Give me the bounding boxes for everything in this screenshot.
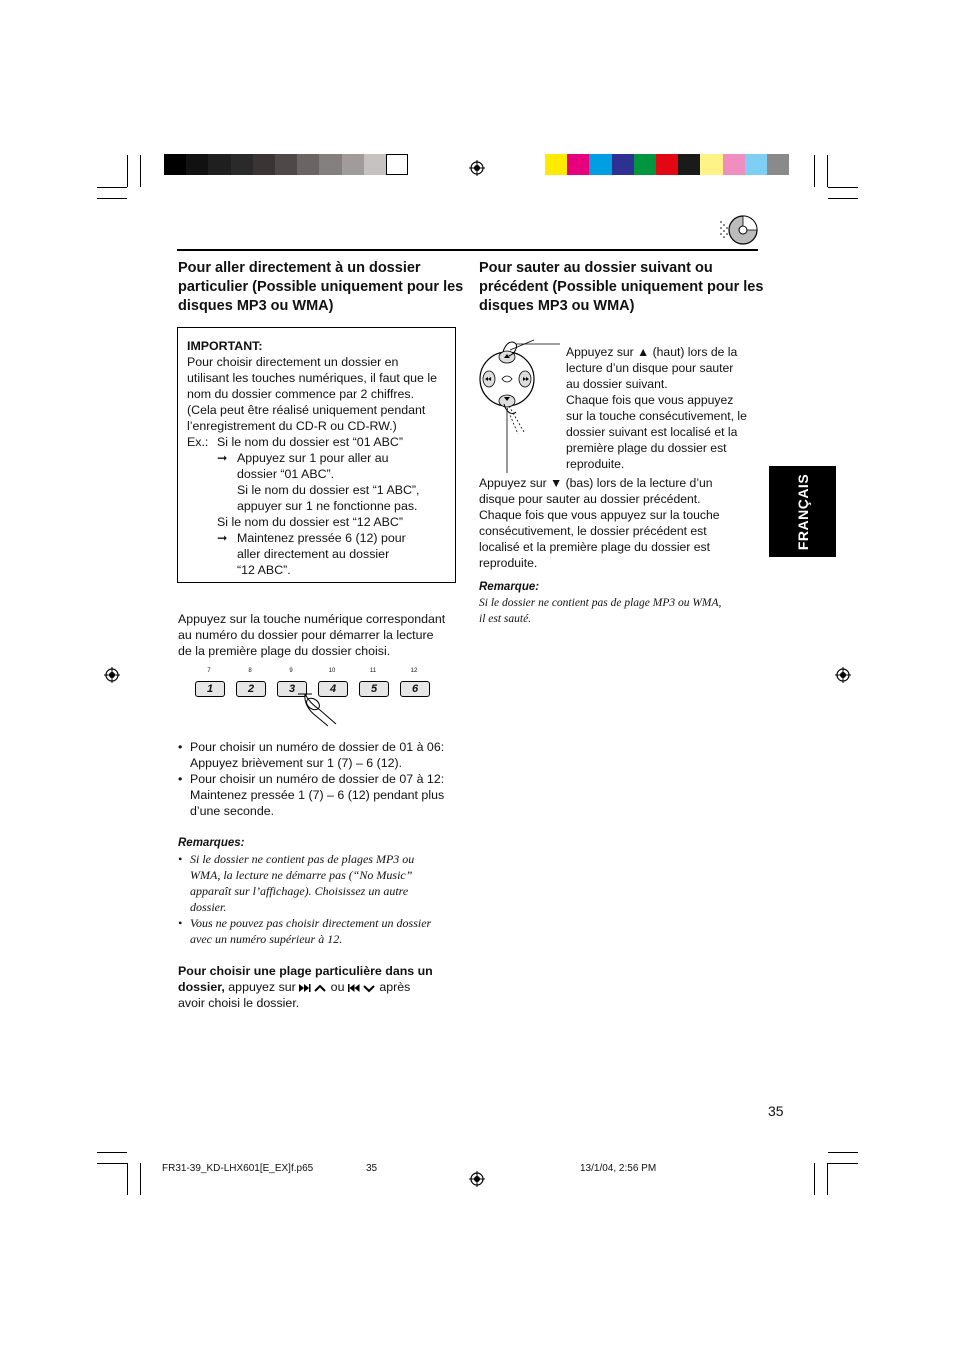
left-bullets [178, 739, 468, 819]
pressing-finger-icon [290, 692, 346, 728]
skip-back-down-icon [348, 983, 376, 993]
track-select-paragraph: Pour choisir une plage particulière dans un dossier, appuyez sur ou après avoir choisi le dossier. [178, 964, 433, 1010]
page-number: 35 [768, 1103, 784, 1119]
control-pad-illustration [476, 336, 562, 474]
number-key-3[interactable]: 3 [277, 681, 307, 697]
language-tab [769, 466, 836, 557]
important-content: IMPORTANT: Pour choisir directement un dossier en utilisant les touches numériques, il faut que le nom du dossier commence par 2 chiffres. (Cela peut être réalisé uniquement pendant l’enregistrement du CD-R ou CD-RW.) Ex.: Si le nom du dossier est “01 ABC” ➞ Appuyez sur 1 pour aller au dossier “01 ABC”. Si le nom du dossier est “1 ABC”, appuyer sur 1 ne fonctionne pas. Si le nom du dossier est “12 ABC” ➞ Maintenez pressée 6 (12) pour aller directement au dossier “12 ABC”. [187, 338, 451, 578]
up-button-description: Appuyez sur ▲ (haut) lors de la lecture d’un disque pour sauter au dossier suivant. Chaque fois que vous appuyez sur la touche consécutivement, le dossier suivant est localisé et la première plage du dossier est reproduite. [566, 345, 747, 471]
registration-mark-icon [104, 667, 120, 683]
calibration-swatch [297, 154, 319, 175]
calibration-swatch [231, 154, 253, 175]
calibration-swatch [634, 154, 656, 175]
list-item: • Pour choisir un numéro de dossier de 07 à 12: Maintenez pressée 1 (7) – 6 (12) pendant plus d’une seconde. [178, 772, 445, 818]
left-intro-paragraph: Appuyez sur la touche numérique correspondant au numéro du dossier pour démarrer la lecture de la première plage du dossier choisi. [178, 612, 446, 658]
important-title: IMPORTANT: [187, 339, 263, 353]
calibration-swatch [164, 154, 186, 175]
remarks-title: Remarques: [178, 837, 245, 849]
number-key-4[interactable]: 4 [318, 681, 348, 697]
number-key-5[interactable]: 5 [359, 681, 389, 697]
language-tab-label: FRANÇAIS [794, 473, 811, 550]
arrow-icon: ➞ [217, 451, 228, 465]
calibration-swatch [545, 154, 567, 175]
number-key-2[interactable]: 2 [236, 681, 266, 697]
calibration-swatch [678, 154, 700, 175]
left-remarks [178, 835, 468, 947]
calibration-swatch [186, 154, 208, 175]
footer-page: 35 [366, 1163, 378, 1174]
left-section-heading: Pour aller directement à un dossier particulier (Possible uniquement pour les disques MP3 ou WMA) [178, 260, 464, 314]
calibration-swatch [319, 154, 341, 175]
calibration-swatch [386, 154, 408, 175]
list-item: • Vous ne pouvez pas choisir directement un dossier avec un numéro supérieur à 12. [178, 916, 432, 946]
calibration-swatch [700, 154, 722, 175]
calibration-swatch [656, 154, 678, 175]
calibration-swatch [253, 154, 275, 175]
cd-disc-icon [716, 214, 760, 246]
arrow-icon: ➞ [217, 531, 228, 545]
calibration-swatch [208, 154, 230, 175]
calibration-swatch [723, 154, 745, 175]
registration-mark-icon [835, 667, 851, 683]
footer-date: 13/1/04, 2:56 PM [580, 1163, 657, 1174]
number-key-6[interactable]: 6 [400, 681, 430, 697]
list-item: • Si le dossier ne contient pas de plages MP3 ou WMA, la lecture ne démarre pas (“No Music” apparaît sur l’affichage). Choisissez un autre dossier. [178, 852, 415, 914]
calibration-swatch [767, 154, 789, 175]
calibration-swatch [567, 154, 589, 175]
calibration-swatch [275, 154, 297, 175]
footer-file: FR31-39_KD-LHX601[E_EX]f.p65 [162, 1163, 314, 1174]
right-remark: Remarque: Si le dossier ne contient pas de plage MP3 ou WMA, il est sauté. [479, 579, 769, 627]
skip-forward-up-icon [299, 983, 327, 993]
remark-title: Remarque: [479, 581, 540, 593]
number-key-1[interactable]: 1 [195, 681, 225, 697]
down-button-description: Appuyez sur ▼ (bas) lors de la lecture d’un disque pour sauter au dossier précédent. Chaque fois que vous appuyez sur la touche consécutivement, le dossier précédent est localisé et la première plage du dossier est reproduite. [479, 476, 720, 570]
calibration-swatch [589, 154, 611, 175]
registration-mark-icon [469, 1171, 485, 1187]
calibration-swatch [612, 154, 634, 175]
calibration-swatch [745, 154, 767, 175]
header-rule [177, 249, 758, 251]
right-section-heading: Pour sauter au dossier suivant ou précédent (Possible uniquement pour les disques MP3 ou WMA) [479, 260, 764, 314]
registration-mark-icon [469, 160, 485, 176]
calibration-swatch [364, 154, 386, 175]
list-item: • Pour choisir un numéro de dossier de 01 à 06: Appuyez brièvement sur 1 (7) – 6 (12). [178, 740, 445, 770]
calibration-swatch [342, 154, 364, 175]
